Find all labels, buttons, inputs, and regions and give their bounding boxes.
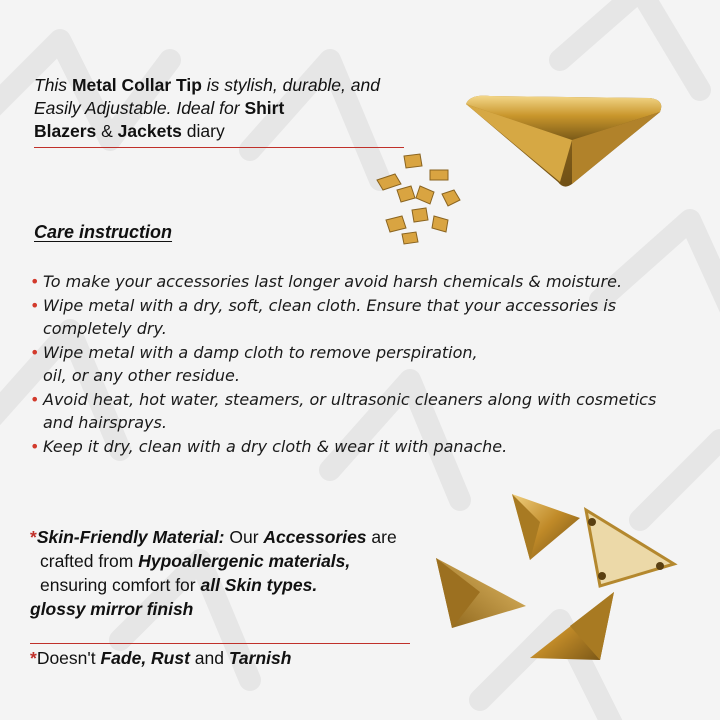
list-item-text: To make your accessories last longer avoid harsh chemicals & moisture.: [43, 272, 623, 291]
intro-text-segment: &: [96, 121, 118, 141]
list-item: [30, 294, 680, 341]
care-instruction-title: Care instruction: [34, 222, 173, 242]
fade-keyword: Tarnish: [228, 648, 292, 668]
intro-line-1: [34, 74, 414, 97]
glossy-finish-text: glossy mirror finish: [30, 599, 194, 619]
list-item-text: Avoid heat, hot water, steamers, or ultrasonic cleaners along with cosmetics: [43, 389, 657, 409]
fade-text-segment: Doesn't: [36, 648, 101, 668]
skin-text-segment: ensuring comfort for: [40, 575, 201, 595]
intro-keyword: Blazers: [34, 121, 97, 141]
divider-line: [30, 643, 410, 644]
list-item: [30, 388, 680, 435]
intro-keyword: Jackets: [117, 121, 182, 141]
skin-friendly-text: [30, 525, 430, 621]
bullet-icon: •: [30, 342, 40, 362]
screws-image: [372, 150, 482, 250]
intro-text: [34, 74, 414, 143]
skin-line-2: [30, 549, 430, 573]
hole: [598, 572, 606, 580]
intro-line-2: [34, 97, 414, 120]
bullet-icon: •: [30, 272, 40, 291]
list-item: [30, 435, 680, 459]
skin-text-segment: are: [366, 527, 397, 547]
no-fade-text: [30, 648, 291, 669]
intro-text-segment: Easily Adjustable. Ideal for: [34, 98, 245, 118]
fade-keyword: Fade, Rust: [100, 648, 190, 668]
hole: [588, 518, 596, 526]
list-item-text: completely dry.: [43, 319, 167, 338]
list-item-text: Wipe metal with a dry, soft, clean cloth. Ensure that your accessories is: [43, 295, 617, 315]
list-item-text: and hairsprays.: [43, 413, 167, 432]
skin-text-segment: Our: [224, 527, 264, 547]
collar-tip-image: [460, 92, 670, 192]
asterisk: *: [30, 648, 37, 668]
asterisk: *: [30, 527, 37, 547]
intro-keyword: Shirt: [244, 98, 285, 118]
bullet-icon: •: [30, 436, 40, 456]
list-item-text: oil, or any other residue.: [43, 366, 240, 385]
list-item: [30, 270, 680, 294]
list-item: [30, 341, 680, 388]
intro-text-segment: is stylish, durable, and: [201, 75, 380, 95]
collar-tips-group-image: [430, 488, 680, 678]
intro-text-segment: diary: [181, 121, 225, 141]
skin-friendly-heading: Skin-Friendly Material:: [36, 527, 225, 547]
skin-text-segment: crafted from: [40, 551, 139, 571]
skin-line-3: [30, 573, 430, 597]
intro-text-segment: This: [34, 75, 72, 95]
list-item-text: Wipe metal with a damp cloth to remove perspiration,: [43, 342, 478, 362]
divider-line: [34, 147, 404, 148]
list-item-text: Keep it dry, clean with a dry cloth & wear it with panache.: [43, 436, 508, 456]
product-name: Metal Collar Tip: [71, 75, 202, 95]
fade-text-segment: and: [189, 648, 229, 668]
intro-line-3: [34, 120, 414, 143]
skin-keyword: all Skin types.: [200, 575, 318, 595]
skin-keyword: Hypoallergenic materials,: [138, 551, 351, 571]
bullet-icon: •: [30, 295, 40, 315]
hole: [656, 562, 664, 570]
bullet-icon: •: [30, 389, 40, 409]
care-instruction-list: [30, 270, 680, 458]
skin-line-1: [30, 525, 430, 549]
skin-keyword: Accessories: [263, 527, 367, 547]
